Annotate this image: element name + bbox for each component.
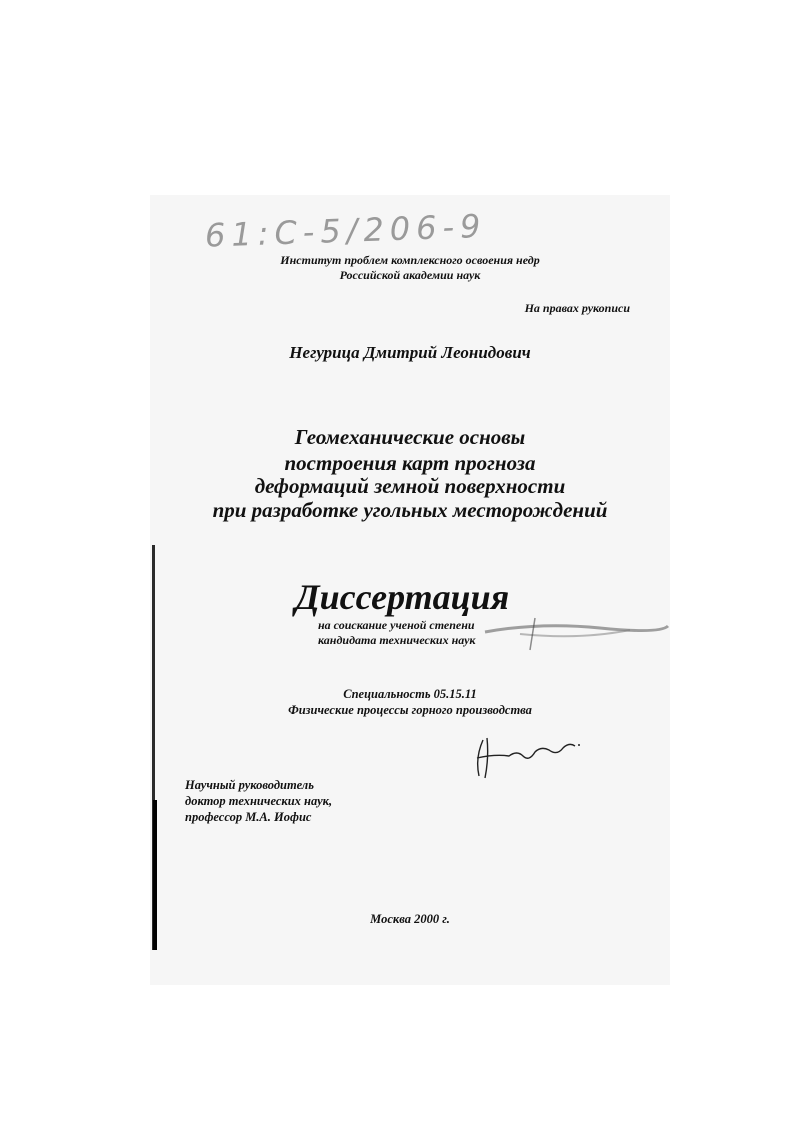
scan-edge-line-dark bbox=[153, 800, 157, 950]
supervisor-line-1: Научный руководитель bbox=[185, 778, 314, 792]
author-signature bbox=[465, 728, 585, 788]
supervisor-line-3: профессор М.А. Иофис bbox=[185, 810, 312, 824]
author-name: Негурица Дмитрий Леонидович bbox=[289, 343, 531, 362]
title-line-1: Геомеханические основы bbox=[294, 425, 526, 449]
document-type-heading: Диссертация bbox=[295, 577, 510, 617]
city-year: Москва 2000 г. bbox=[370, 912, 450, 926]
specialty-line-1: Специальность 05.15.11 bbox=[343, 687, 477, 701]
title-line-2: построения карт прогноза bbox=[284, 451, 536, 475]
rights-notice: На правах рукописи bbox=[524, 301, 630, 315]
scan-smudge bbox=[480, 610, 670, 655]
institute-line-1: Институт проблем комплексного освоения недр bbox=[280, 253, 540, 267]
archive-number-stamp: 61:С-5/206-9 bbox=[204, 206, 488, 255]
degree-line-2: кандидата технических наук bbox=[318, 633, 476, 647]
degree-line-1: на соискание ученой степени bbox=[318, 618, 475, 632]
specialty-line-2: Физические процессы горного производства bbox=[288, 703, 532, 717]
title-line-4: при разработке угольных месторождений bbox=[212, 498, 608, 522]
title-line-3: деформаций земной поверхности bbox=[254, 474, 566, 498]
supervisor-line-2: доктор технических наук, bbox=[185, 794, 333, 808]
institute-line-2: Российской академии наук bbox=[339, 268, 481, 282]
